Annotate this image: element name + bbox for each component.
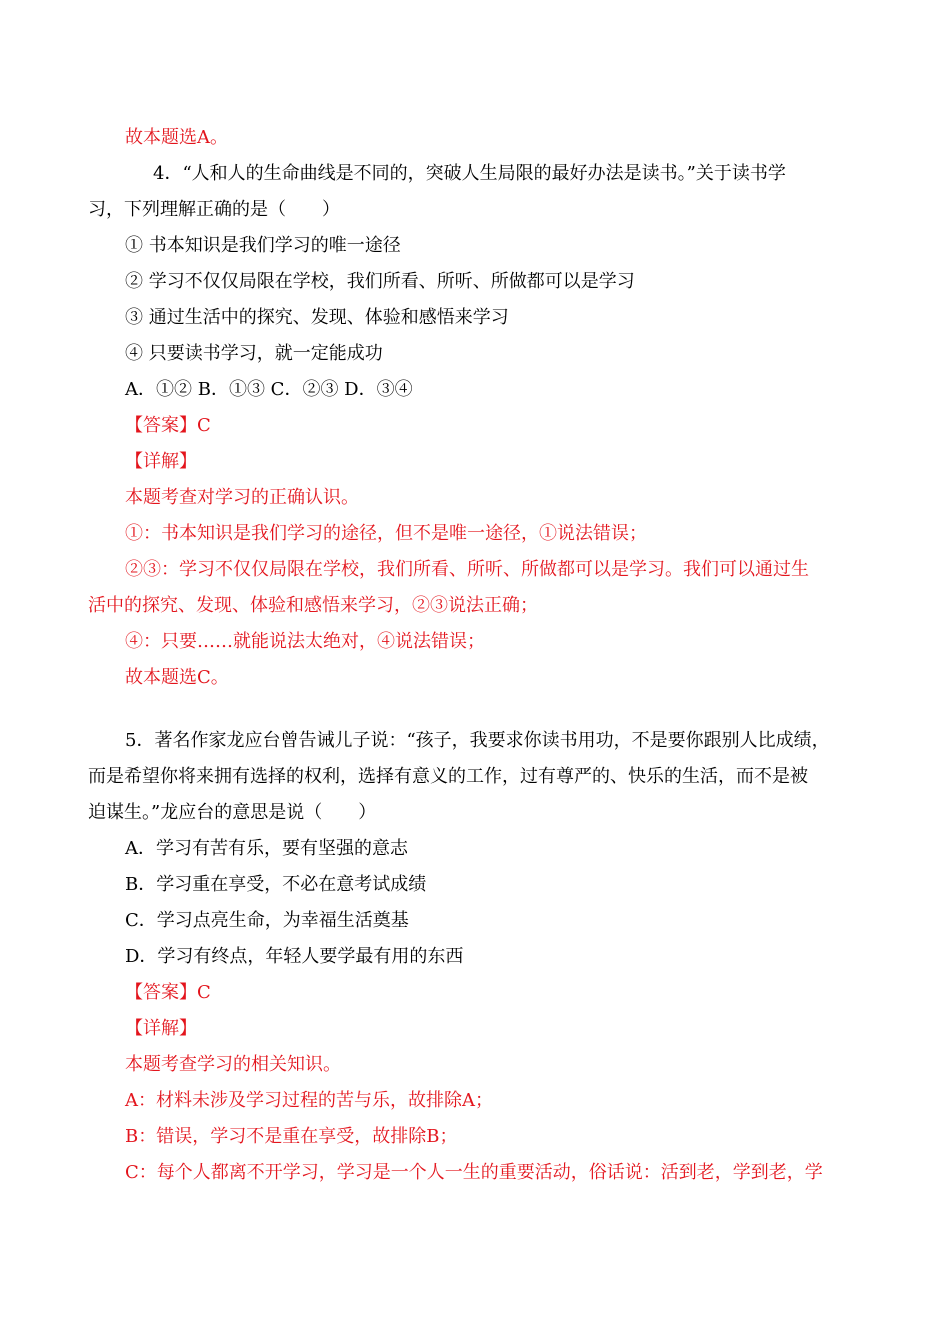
q4-statement-4: ④ 只要读书学习，就一定能成功 [125, 343, 383, 364]
q4-answer: 【答案】C [125, 415, 211, 436]
q4-stem-line2: 习，下列理解正确的是（ ） [88, 199, 340, 220]
q5-stem-line1: 5．著名作家龙应台曾告诫儿子说：“孩子，我要求你读书用功，不是要你跟别人比成绩， [125, 730, 830, 751]
q4-stem-line1: 4．“人和人的生命曲线是不同的，突破人生局限的最好办法是读书。”关于读书学 [153, 163, 786, 184]
q4-options: A．①② B．①③ C．②③ D．③④ [125, 379, 413, 400]
prev-conclusion: 故本题选A。 [125, 127, 228, 148]
q4-explanation-line: 本题考查对学习的正确认识。 [125, 487, 359, 508]
q4-explanation-line: ①：书本知识是我们学习的途径，但不是唯一途径，①说法错误； [125, 523, 647, 544]
q4-explanation-line: ②③：学习不仅仅局限在学校，我们所看、所听、所做都可以是学习。我们可以通过生 [125, 559, 809, 580]
q5-detail-label: 【详解】 [125, 1018, 197, 1039]
q5-stem-line2: 而是希望你将来拥有选择的权利，选择有意义的工作，过有尊严的、快乐的生活，而不是被 [88, 766, 808, 787]
q5-explanation-line: C：每个人都离不开学习，学习是一个人一生的重要活动，俗话说：活到老，学到老，学 [125, 1162, 823, 1183]
q4-explanation-line: ④：只要……就能说法太绝对，④说法错误； [125, 631, 485, 652]
q5-option-a: A．学习有苦有乐，要有坚强的意志 [125, 838, 408, 859]
q5-option-c: C．学习点亮生命，为幸福生活奠基 [125, 910, 409, 931]
q5-option-d: D．学习有终点，年轻人要学最有用的东西 [125, 946, 464, 967]
q4-detail-label: 【详解】 [125, 451, 197, 472]
q5-explanation-line: A：材料未涉及学习过程的苦与乐，故排除A； [125, 1090, 493, 1111]
q4-statement-2: ② 学习不仅仅局限在学校，我们所看、所听、所做都可以是学习 [125, 271, 635, 292]
q4-explanation-line: 活中的探究、发现、体验和感悟来学习，②③说法正确； [88, 595, 538, 616]
q5-explanation-line: 本题考查学习的相关知识。 [125, 1054, 341, 1075]
q4-conclusion: 故本题选C。 [125, 667, 229, 688]
q5-stem-line3: 迫谋生。”龙应台的意思是说（ ） [88, 802, 377, 823]
q5-answer: 【答案】C [125, 982, 211, 1003]
q5-explanation-line: B：错误，学习不是重在享受，故排除B； [125, 1126, 458, 1147]
q5-option-b: B．学习重在享受，不必在意考试成绩 [125, 874, 427, 895]
q4-statement-1: ① 书本知识是我们学习的唯一途径 [125, 235, 401, 256]
q4-statement-3: ③ 通过生活中的探究、发现、体验和感悟来学习 [125, 307, 509, 328]
